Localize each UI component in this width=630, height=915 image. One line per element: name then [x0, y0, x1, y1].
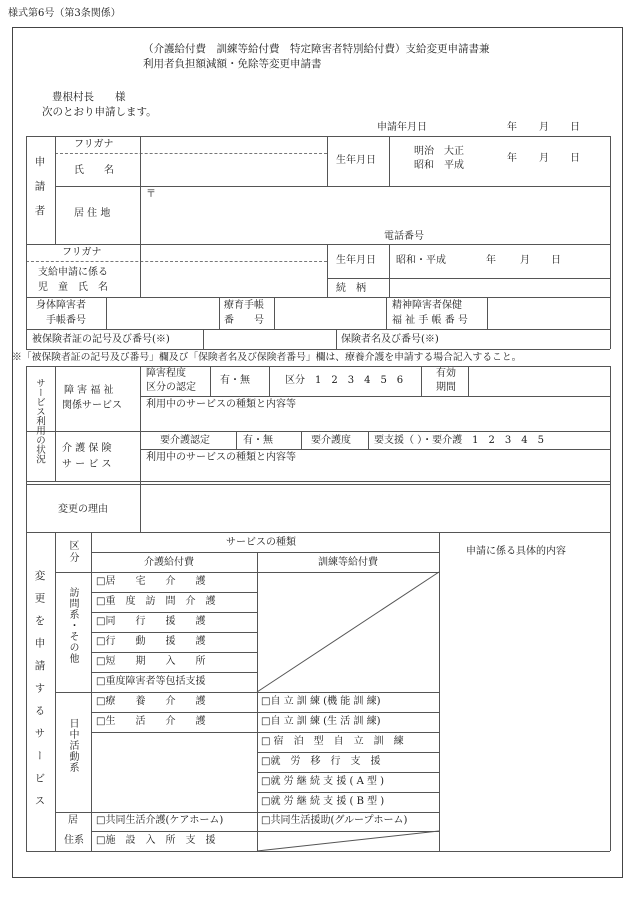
rehab-handbook-label-1: 療育手帳 [224, 300, 264, 311]
care-cert-label: 要介護認定 [160, 435, 210, 446]
welfare-service-label-2: 関係サービス [62, 400, 122, 411]
note-text: ※「被保険者証の記号及び番号」欄及び「保険者名及び保険者番号」欄は、療養介護を申請する場合記入すること。 [12, 352, 522, 363]
service-label: 生 活 介 護 [105, 716, 206, 727]
service-checkbox-item[interactable] [261, 797, 384, 807]
care-benefit-header: 介護給付費 [144, 557, 194, 568]
service-checkbox-item[interactable] [261, 777, 384, 787]
service-label: 共同生活介護(ケアホーム) [105, 815, 224, 826]
service-checkbox-item[interactable] [96, 577, 205, 587]
form-title-line1: （介護給付費 訓練等給付費 特定障害者特別給付費）支給変更申請書兼 [143, 43, 490, 55]
service-checkbox-item[interactable] [261, 717, 381, 727]
service-label: 就 労 移 行 支 援 [270, 756, 381, 767]
mental-handbook-label-1: 精神障害者保健 [392, 300, 462, 311]
welfare-in-use-label: 利用中のサービスの種類と内容等 [146, 399, 296, 410]
child-month-unit: 月 [520, 255, 530, 266]
applicant-year-unit: 年 [507, 153, 517, 164]
child-furigana-label: フリガナ [62, 247, 102, 258]
application-year-unit: 年 [507, 122, 517, 133]
service-label: 居 宅 介 護 [105, 576, 206, 587]
service-label: 自 立 訓 練 (生 活 訓 練) [270, 716, 381, 727]
physical-handbook-label-2: 手帳番号 [46, 315, 86, 326]
applicant-day-unit: 日 [570, 153, 580, 164]
applicant-section-label: 申請者 [33, 156, 46, 230]
intro-text: 次のとおり申請します。 [42, 106, 157, 118]
form-title-line2: 利用者負担額減額・免除等変更申請書 [143, 58, 322, 70]
child-name-label-1: 支給申請に係る [38, 267, 108, 278]
application-date-label: 申請年月日 [377, 122, 427, 133]
postal-mark: 〒 [146, 189, 156, 200]
service-checkbox-item[interactable] [96, 677, 205, 687]
service-label: 行 動 援 護 [105, 636, 206, 647]
service-checkbox-item[interactable] [96, 816, 223, 826]
care-level-label: 要介護度 [311, 435, 351, 446]
service-label: 重 度 訪 問 介 護 [105, 596, 216, 607]
care-insurance-label-1: 介 護 保 険 [62, 443, 112, 454]
degree-label-2: 区分の認定 [146, 382, 196, 393]
service-label: 宿 泊 型 自 立 訓 練 [270, 736, 404, 747]
degree-label-1: 障害程度 [146, 368, 186, 379]
service-label: 自 立 訓 練 (機 能 訓 練) [270, 696, 381, 707]
diagonal-residence-training [257, 831, 439, 851]
service-label: 施 設 入 所 支 援 [105, 835, 216, 846]
service-label: 療 養 介 護 [105, 696, 206, 707]
form-number: 様式第6号（第3条関係） [8, 8, 121, 19]
child-era: 昭和・平成 [396, 255, 446, 266]
service-label: 短 期 入 所 [105, 656, 206, 667]
welfare-service-label-1: 障 害 福 祉 [64, 385, 114, 396]
service-label: 同 行 援 護 [105, 616, 206, 627]
applicant-address-label: 居 住 地 [74, 208, 111, 219]
care-in-use-label: 利用中のサービスの種類と内容等 [146, 452, 296, 463]
application-month-unit: 月 [539, 122, 549, 133]
service-checkbox-item[interactable] [261, 816, 407, 826]
applicant-name-label: 氏 名 [74, 165, 114, 176]
service-checkbox-item[interactable] [96, 637, 205, 647]
support-level-label: 要支援（ ）・要介護 1 2 3 4 5 [374, 435, 544, 446]
application-day-unit: 日 [570, 122, 580, 133]
training-benefit-header: 訓練等給付費 [318, 557, 378, 568]
service-checkbox-item[interactable] [96, 617, 205, 627]
applicant-era-bottom: 昭和 平成 [414, 160, 464, 171]
service-checkbox-item[interactable] [96, 717, 205, 727]
applicant-month-unit: 月 [539, 153, 549, 164]
care-yes-no: 有・無 [243, 435, 273, 446]
service-checkbox-item[interactable] [261, 697, 381, 707]
child-name-label-2: 児 童 氏 名 [38, 282, 108, 293]
service-label: 重度障害者等包括支援 [105, 676, 206, 687]
group-visit-label: 訪問系・その他 [67, 587, 78, 664]
care-insurance-label-2: サ ー ビ ス [62, 459, 112, 470]
services-section-label: 変更を申請するサービス [33, 570, 46, 818]
insured-number-label: 被保険者証の記号及び番号(※) [32, 334, 170, 345]
category-header: 区分 [67, 540, 78, 564]
child-year-unit: 年 [486, 255, 496, 266]
valid-period-label-1: 有効 [436, 368, 456, 379]
service-checkbox-item[interactable] [96, 657, 205, 667]
service-checkbox-item[interactable] [261, 757, 380, 767]
service-checkbox-item[interactable] [96, 697, 205, 707]
insurer-number-label: 保険者名及び番号(※) [341, 334, 439, 345]
service-types-header: サービスの種類 [226, 537, 296, 548]
service-checkbox-item[interactable] [96, 597, 215, 607]
diagonal-visit-training [257, 572, 439, 692]
group-residence-label-2: 住系 [64, 835, 84, 846]
service-checkbox-item[interactable] [96, 836, 215, 846]
group-residence-label-1: 居 [68, 815, 78, 826]
usage-section-label: サービス利用の状況 [34, 378, 45, 464]
child-relation-label: 続 柄 [336, 283, 366, 294]
service-checkbox-item[interactable] [261, 737, 404, 747]
applicant-era-top: 明治 大正 [414, 146, 464, 157]
addressee: 豊根村長 様 [52, 91, 126, 103]
child-day-unit: 日 [551, 255, 561, 266]
child-birthdate-label: 生年月日 [336, 255, 376, 266]
phone-label: 電話番号 [384, 231, 424, 242]
applicant-birthdate-label: 生年月日 [336, 155, 376, 166]
applicant-furigana-label: フリガナ [74, 139, 114, 150]
degree-yes-no: 有・無 [220, 375, 250, 386]
physical-handbook-label-1: 身体障害者 [36, 300, 86, 311]
mental-handbook-label-2: 福 祉 手 帳 番 号 [392, 315, 468, 326]
service-label: 就 労 継 続 支 援 ( B 型 ) [270, 796, 385, 807]
valid-period-label-2: 期間 [436, 382, 456, 393]
rehab-handbook-label-2: 番 号 [224, 315, 264, 326]
group-day-label: 日中活動系 [67, 718, 78, 773]
service-label: 共同生活援助(グループホーム) [270, 815, 408, 826]
service-label: 就 労 継 続 支 援 ( A 型 ) [270, 776, 385, 787]
details-header: 申請に係る具体的内容 [466, 546, 566, 557]
category-label: 区分 1 2 3 4 5 6 [285, 375, 404, 386]
change-reason-label: 変更の理由 [58, 504, 108, 515]
